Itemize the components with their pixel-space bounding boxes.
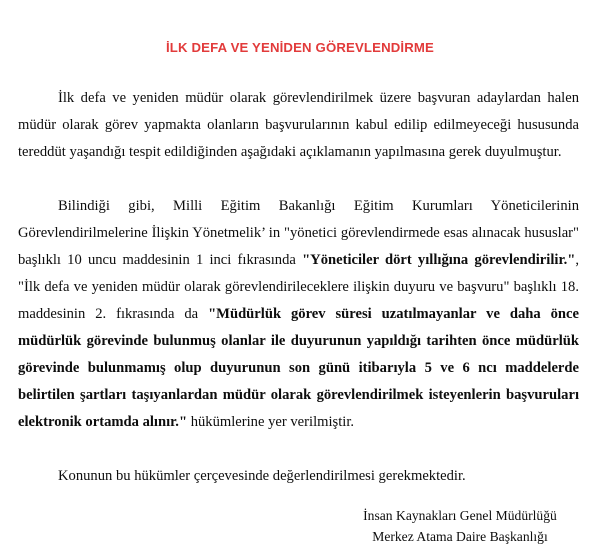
regulation-quote-article-18: "Müdürlük görev süresi uzatılmayanlar ve daha önce müdürlük görevinde bulunmuş olanlar ile duyurunun yapıldığı tarihten önce müdürlük görevinde bulunmamış olup duyurunun son günü itibarıyla 5 ve 6 ncı maddelerde belirtilen şartları taşıyanlardan müdür olarak görevlendirilmek isteyenlerin başvuruları elektronik ortamda alınır." (18, 305, 579, 430)
paragraph-3 (18, 463, 579, 490)
page-title: İLK DEFA VE YENİDEN GÖREVLENDİRME (165, 40, 434, 55)
signature-line-2: Merkez Atama Daire Başkanlığı (372, 529, 548, 544)
signature-line-1: İnsan Kaynakları Genel Müdürlüğü (363, 508, 557, 523)
paragraph-2-text-part-3: hükümlerine yer verilmiştir. (187, 413, 355, 430)
paragraph-1 (18, 85, 579, 166)
regulation-quote-article-10: "Yöneticiler dört yıllığına görevlendirilir." (302, 251, 576, 268)
paragraph-2-text-part-2: , "İlk defa ve yeniden müdür olarak görevlendirileceklere ilişkin duyuru ve başvuru" başlıklı 18. maddesinin 2. fıkrasında da (18, 251, 579, 322)
paragraph-1-text: İlk defa ve yeniden müdür olarak görevlendirilmek üzere başvuran adaylardan halen müdür olarak görev yapmakta olanların başvurularının kabul edilip edilmeyeceği hususunda tereddüt yaşandığı tespit edildiğinden aşağıdaki açıklamanın yapılmasına gerek duyulmuştur. (18, 89, 579, 160)
paragraph-2 (18, 193, 579, 436)
document-body (0, 85, 600, 490)
paragraph-3-text: Konunun bu hükümler çerçevesinde değerlendirilmesi gerekmektedir. (58, 467, 466, 484)
signature-block (330, 505, 590, 547)
paragraph-2-text-part-1: Bilindiği gibi, Milli Eğitim Bakanlığı Eğitim Kurumları Yöneticilerinin Görevlendirilmelerine İlişkin Yönetmelik’ in "yönetici görevlendirmede esas alınacak hususlar" başlıklı 10 uncu maddesinin 1 inci fıkrasında (18, 197, 579, 268)
